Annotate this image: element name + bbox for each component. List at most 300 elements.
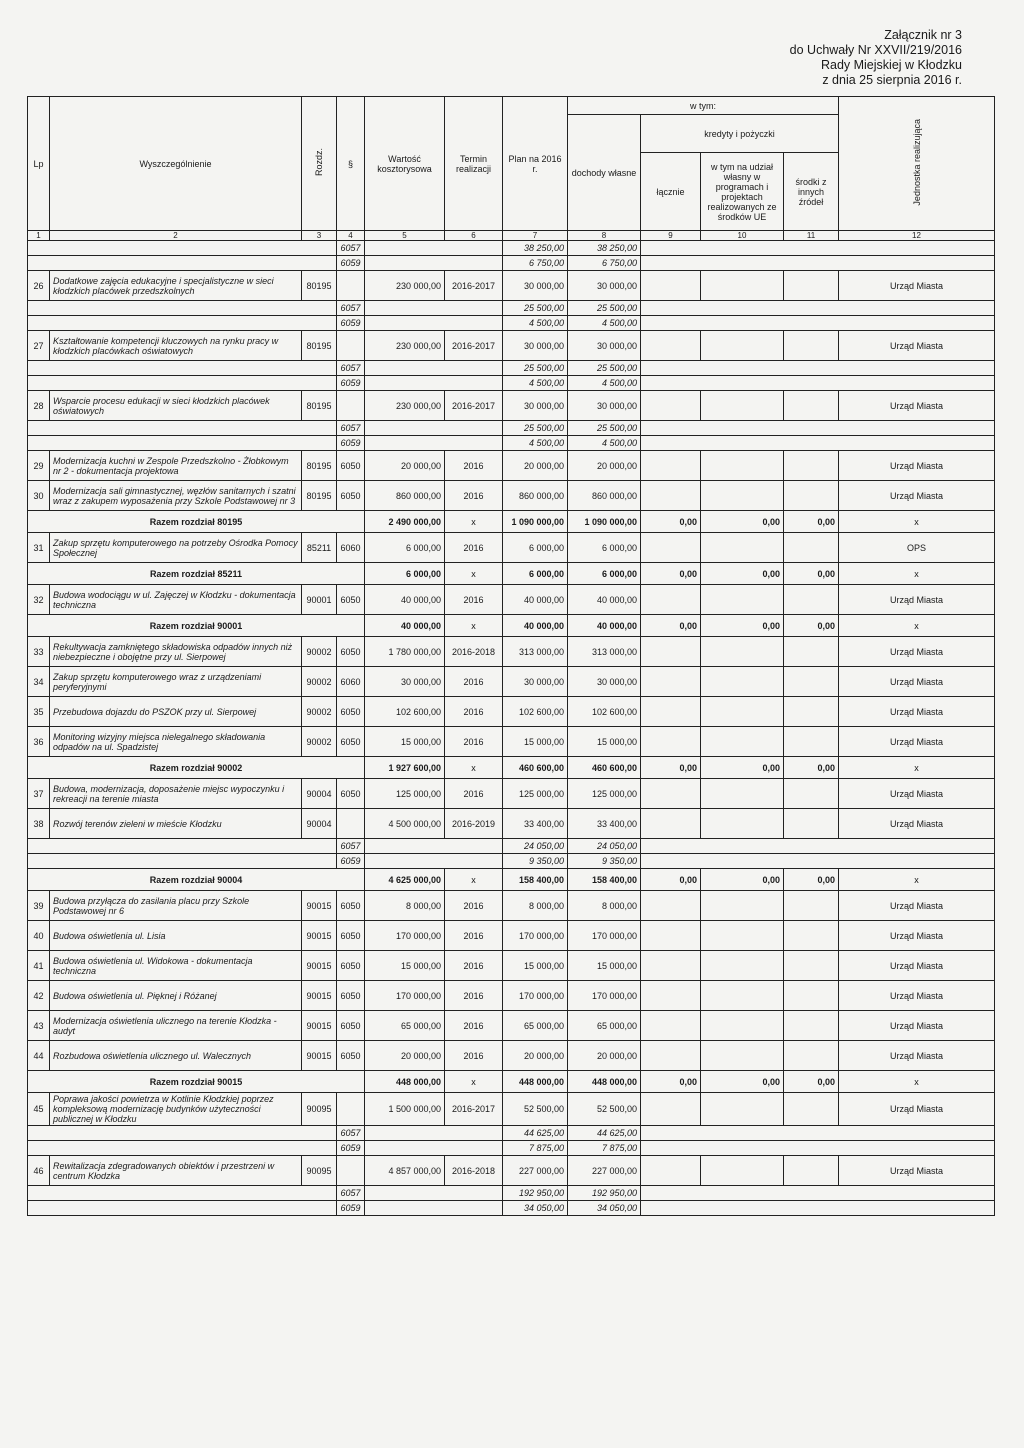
cell-udzial [701,637,784,667]
cell-lacznie [641,331,701,361]
cell-rozdz: 80195 [302,331,337,361]
cell-lp: 38 [28,809,50,839]
table-body [28,241,995,1216]
cell-lp: 30 [28,481,50,511]
table-subrow [28,376,995,391]
cell-lacznie [641,697,701,727]
cell-lp: 40 [28,921,50,951]
cell-rozdz: 90004 [302,809,337,839]
cell-lp: 27 [28,331,50,361]
cell-srodki [784,637,839,667]
index-row: 1 2 3 4 5 6 7 8 9 10 11 12 [28,231,995,241]
cell-empty [641,241,995,256]
cell-empty [28,854,337,869]
table-row [28,1093,995,1126]
cell-desc: Dodatkowe zajęcia edukacyjne i specjalistyczne w sieci kłodzkich placówek przedszkolnych [50,271,302,301]
table-subrow [28,421,995,436]
cell-plan: 15 000,00 [503,951,568,981]
cell-lacznie [641,891,701,921]
cell-lp: 45 [28,1093,50,1126]
cell-udzial: 0,00 [701,869,784,891]
cell-unit: Urząd Miasta [839,981,995,1011]
cell-plan: 125 000,00 [503,779,568,809]
cell-dochody: 313 000,00 [568,637,641,667]
cell-dochody: 33 400,00 [568,809,641,839]
col-lacznie: łącznie [641,153,701,231]
cell-empty [365,1141,503,1156]
cell-term: 2016 [445,1011,503,1041]
col-srodki: środki z innych źródeł [784,153,839,231]
cell-par: 6057 [337,1126,365,1141]
cell-rozdz: 85211 [302,533,337,563]
cell-rozdz: 90015 [302,1011,337,1041]
table-row [28,779,995,809]
cell-udzial [701,1156,784,1186]
cell-udzial [701,951,784,981]
table-row [28,981,995,1011]
investment-table [27,96,995,1216]
cell-lacznie [641,1093,701,1126]
cell-unit: Urząd Miasta [839,667,995,697]
cell-par: 6050 [337,1011,365,1041]
cell-plan: 4 500,00 [503,376,568,391]
cell-value: 230 000,00 [365,331,445,361]
cell-unit: Urząd Miasta [839,1156,995,1186]
cell-lp: 39 [28,891,50,921]
cell-rozdz: 90002 [302,637,337,667]
cell-term: x [445,1071,503,1093]
cell-value: 4 500 000,00 [365,809,445,839]
cell-udzial [701,727,784,757]
cell-lp: 41 [28,951,50,981]
cell-term: 2016 [445,481,503,511]
cell-value: 230 000,00 [365,271,445,301]
cell-rozdz: 80195 [302,451,337,481]
cell-lacznie [641,585,701,615]
cell-value: 230 000,00 [365,391,445,421]
cell-rozdz: 90002 [302,727,337,757]
cell-empty [365,301,503,316]
table-row [28,585,995,615]
cell-empty [641,316,995,331]
cell-srodki [784,451,839,481]
cell-value: 1 500 000,00 [365,1093,445,1126]
cell-term: 2016-2017 [445,331,503,361]
cell-desc: Przebudowa dojazdu do PSZOK przy ul. Sierpowej [50,697,302,727]
cell-empty [365,839,503,854]
cell-unit: Urząd Miasta [839,779,995,809]
cell-unit: Urząd Miasta [839,951,995,981]
cell-udzial [701,271,784,301]
cell-unit: Urząd Miasta [839,1011,995,1041]
council-name: Rady Miejskiej w Kłodzku [820,58,962,72]
cell-dochody: 25 500,00 [568,301,641,316]
cell-srodki [784,809,839,839]
cell-par [337,809,365,839]
cell-plan: 65 000,00 [503,1011,568,1041]
cell-unit: Urząd Miasta [839,891,995,921]
cell-par: 6059 [337,316,365,331]
cell-value: 170 000,00 [365,981,445,1011]
cell-term: 2016-2018 [445,637,503,667]
cell-dochody: 460 600,00 [568,757,641,779]
resolution-date: z dnia 25 sierpnia 2016 r. [822,73,962,87]
cell-plan: 227 000,00 [503,1156,568,1186]
cell-desc: Modernizacja sali gimnastycznej, węzłów sanitarnych i szatni wraz z zakupem wyposażenia przy Szkole Podstawowej nr 3 [50,481,302,511]
cell-dochody: 20 000,00 [568,1041,641,1071]
cell-srodki [784,481,839,511]
cell-plan: 448 000,00 [503,1071,568,1093]
cell-unit: Urząd Miasta [839,727,995,757]
cell-rozdz: 80195 [302,271,337,301]
cell-par: 6050 [337,481,365,511]
cell-udzial [701,451,784,481]
cell-lp: 42 [28,981,50,1011]
cell-dochody: 25 500,00 [568,421,641,436]
cell-empty [365,256,503,271]
cell-lp: 43 [28,1011,50,1041]
table-subrow [28,1126,995,1141]
cell-unit: Urząd Miasta [839,481,995,511]
cell-srodki [784,951,839,981]
table-row [28,331,995,361]
cell-empty [365,854,503,869]
cell-desc: Budowa przyłącza do zasilania placu przy Szkole Podstawowej nr 6 [50,891,302,921]
cell-value: 170 000,00 [365,921,445,951]
cell-lp: 31 [28,533,50,563]
cell-rozdz: 80195 [302,391,337,421]
cell-value: 15 000,00 [365,951,445,981]
cell-lacznie [641,981,701,1011]
cell-unit: x [839,563,995,585]
cell-value: 8 000,00 [365,891,445,921]
cell-lp: 32 [28,585,50,615]
cell-desc: Wsparcie procesu edukacji w sieci kłodzkich placówek oświatowych [50,391,302,421]
cell-empty [28,316,337,331]
cell-par: 6059 [337,1201,365,1216]
cell-srodki [784,585,839,615]
cell-udzial [701,1041,784,1071]
cell-rozdz: 90015 [302,891,337,921]
cell-lp: 33 [28,637,50,667]
cell-udzial: 0,00 [701,615,784,637]
cell-term: 2016 [445,891,503,921]
cell-plan: 25 500,00 [503,421,568,436]
cell-plan: 4 500,00 [503,316,568,331]
cell-dochody: 448 000,00 [568,1071,641,1093]
cell-lacznie: 0,00 [641,615,701,637]
cell-unit: Urząd Miasta [839,391,995,421]
cell-dochody: 25 500,00 [568,361,641,376]
cell-term: 2016-2017 [445,391,503,421]
cell-unit: x [839,615,995,637]
cell-value: 102 600,00 [365,697,445,727]
cell-plan: 4 500,00 [503,436,568,451]
cell-srodki: 0,00 [784,615,839,637]
cell-sum-label: Razem rozdział 90001 [28,615,365,637]
cell-plan: 192 950,00 [503,1186,568,1201]
cell-lacznie: 0,00 [641,563,701,585]
cell-term: 2016 [445,533,503,563]
cell-unit: Urząd Miasta [839,697,995,727]
cell-dochody: 227 000,00 [568,1156,641,1186]
cell-term: 2016 [445,981,503,1011]
cell-dochody: 6 000,00 [568,563,641,585]
cell-dochody: 8 000,00 [568,891,641,921]
cell-empty [641,1141,995,1156]
cell-rozdz: 90015 [302,981,337,1011]
table-subrow [28,256,995,271]
cell-dochody: 30 000,00 [568,391,641,421]
table-header [28,97,995,241]
cell-udzial: 0,00 [701,1071,784,1093]
cell-desc: Budowa oświetlenia ul. Widokowa - dokumentacja techniczna [50,951,302,981]
cell-par: 6050 [337,891,365,921]
cell-plan: 170 000,00 [503,981,568,1011]
cell-empty [641,376,995,391]
cell-term: x [445,869,503,891]
cell-dochody: 1 090 000,00 [568,511,641,533]
cell-lacznie [641,533,701,563]
cell-par: 6057 [337,241,365,256]
cell-par: 6057 [337,1186,365,1201]
attachment-header [790,28,962,88]
cell-par: 6059 [337,256,365,271]
cell-srodki: 0,00 [784,1071,839,1093]
cell-lacznie [641,779,701,809]
cell-srodki: 0,00 [784,757,839,779]
cell-dochody: 9 350,00 [568,854,641,869]
cell-unit: Urząd Miasta [839,1041,995,1071]
cell-par [337,391,365,421]
cell-udzial [701,1093,784,1126]
col-unit: Jednostka realizująca [839,97,995,231]
cell-value: 30 000,00 [365,667,445,697]
cell-plan: 860 000,00 [503,481,568,511]
table-subrow [28,839,995,854]
cell-plan: 44 625,00 [503,1126,568,1141]
cell-plan: 1 090 000,00 [503,511,568,533]
cell-empty [365,1201,503,1216]
cell-lp: 36 [28,727,50,757]
table-sum-row [28,1071,995,1093]
cell-value: 125 000,00 [365,779,445,809]
cell-value: 40 000,00 [365,585,445,615]
table-row [28,1011,995,1041]
cell-plan: 313 000,00 [503,637,568,667]
cell-plan: 30 000,00 [503,391,568,421]
attachment-number: Załącznik nr 3 [884,28,962,42]
cell-plan: 34 050,00 [503,1201,568,1216]
cell-par: 6050 [337,727,365,757]
cell-udzial [701,891,784,921]
cell-plan: 6 000,00 [503,533,568,563]
cell-empty [641,1186,995,1201]
cell-unit: Urząd Miasta [839,1093,995,1126]
cell-empty [28,301,337,316]
cell-plan: 170 000,00 [503,921,568,951]
cell-par: 6050 [337,451,365,481]
col-wtym: w tym: [568,97,839,115]
cell-plan: 8 000,00 [503,891,568,921]
cell-unit: x [839,1071,995,1093]
cell-lacznie [641,921,701,951]
cell-par: 6050 [337,951,365,981]
table-row [28,533,995,563]
cell-value: 860 000,00 [365,481,445,511]
cell-desc: Budowa, modernizacja, doposażenie miejsc wypoczynku i rekreacji na terenie miasta [50,779,302,809]
cell-par: 6060 [337,533,365,563]
table-subrow [28,361,995,376]
cell-empty [28,421,337,436]
cell-dochody: 860 000,00 [568,481,641,511]
cell-term: 2016 [445,451,503,481]
cell-plan: 25 500,00 [503,361,568,376]
cell-lp: 26 [28,271,50,301]
cell-empty [365,1126,503,1141]
cell-lacznie [641,451,701,481]
col-plan: Plan na 2016 r. [503,97,568,231]
cell-rozdz: 90002 [302,697,337,727]
cell-udzial [701,809,784,839]
cell-empty [641,854,995,869]
cell-udzial [701,697,784,727]
cell-empty [28,436,337,451]
cell-unit: x [839,869,995,891]
cell-plan: 52 500,00 [503,1093,568,1126]
cell-desc: Zakup sprzętu komputerowego na potrzeby Ośrodka Pomocy Społecznej [50,533,302,563]
cell-plan: 6 000,00 [503,563,568,585]
cell-term: 2016 [445,697,503,727]
cell-plan: 7 875,00 [503,1141,568,1156]
cell-empty [28,241,337,256]
cell-udzial [701,481,784,511]
cell-empty [28,1186,337,1201]
cell-empty [28,1126,337,1141]
cell-lp: 44 [28,1041,50,1071]
cell-empty [641,301,995,316]
cell-empty [28,1201,337,1216]
cell-plan: 6 750,00 [503,256,568,271]
cell-plan: 20 000,00 [503,451,568,481]
cell-term: 2016 [445,585,503,615]
cell-value: 20 000,00 [365,1041,445,1071]
cell-dochody: 40 000,00 [568,615,641,637]
cell-unit: Urząd Miasta [839,331,995,361]
cell-dochody: 6 000,00 [568,533,641,563]
cell-par: 6057 [337,361,365,376]
table-sum-row [28,511,995,533]
table-subrow [28,436,995,451]
cell-par: 6059 [337,1141,365,1156]
cell-term: 2016 [445,667,503,697]
cell-srodki: 0,00 [784,563,839,585]
cell-desc: Modernizacja kuchni w Zespole Przedszkolno - Żłobkowym nr 2 - dokumentacja projektowa [50,451,302,481]
table-row [28,727,995,757]
cell-value: 65 000,00 [365,1011,445,1041]
cell-udzial [701,921,784,951]
cell-desc: Modernizacja oświetlenia ulicznego na terenie Kłodzka - audyt [50,1011,302,1041]
cell-lacznie [641,271,701,301]
table-row [28,891,995,921]
cell-unit: Urząd Miasta [839,585,995,615]
cell-desc: Budowa oświetlenia ul. Lisia [50,921,302,951]
cell-term: x [445,563,503,585]
cell-term: x [445,757,503,779]
cell-srodki [784,1041,839,1071]
table-row [28,921,995,951]
cell-term: 2016 [445,779,503,809]
cell-unit: Urząd Miasta [839,451,995,481]
cell-value: 4 857 000,00 [365,1156,445,1186]
cell-udzial [701,779,784,809]
cell-rozdz: 90095 [302,1156,337,1186]
cell-par: 6050 [337,921,365,951]
cell-lp: 35 [28,697,50,727]
cell-par: 6059 [337,854,365,869]
cell-dochody: 170 000,00 [568,921,641,951]
cell-lacznie: 0,00 [641,869,701,891]
table-sum-row [28,563,995,585]
col-udzial: w tym na udział własny w programach i projektach realizowanych ze środków UE [701,153,784,231]
table-row [28,667,995,697]
col-par: § [337,97,365,231]
cell-lacznie: 0,00 [641,1071,701,1093]
cell-par: 6060 [337,667,365,697]
cell-empty [365,1186,503,1201]
cell-dochody: 125 000,00 [568,779,641,809]
cell-term: 2016-2017 [445,271,503,301]
cell-dochody: 7 875,00 [568,1141,641,1156]
col-value: Wartość kosztorysowa [365,97,445,231]
cell-srodki [784,331,839,361]
table-row [28,481,995,511]
cell-lacznie [641,667,701,697]
cell-unit: Urząd Miasta [839,921,995,951]
table-row [28,951,995,981]
cell-desc: Zakup sprzętu komputerowego wraz z urządzeniami peryferyjnymi [50,667,302,697]
cell-plan: 25 500,00 [503,301,568,316]
cell-rozdz: 90002 [302,667,337,697]
cell-lacznie [641,1156,701,1186]
table-subrow [28,1141,995,1156]
col-rozdz: Rozdz. [302,97,337,231]
cell-srodki [784,697,839,727]
cell-empty [641,421,995,436]
cell-dochody: 15 000,00 [568,727,641,757]
cell-empty [28,256,337,271]
cell-par [337,1093,365,1126]
cell-value: 6 000,00 [365,563,445,585]
cell-plan: 30 000,00 [503,667,568,697]
col-term: Termin realizacji [445,97,503,231]
cell-par: 6050 [337,981,365,1011]
cell-empty [365,376,503,391]
cell-sum-label: Razem rozdział 85211 [28,563,365,585]
cell-empty [641,436,995,451]
cell-desc: Kształtowanie kompetencji kluczowych na rynku pracy w kłodzkich placówkach oświatowych [50,331,302,361]
cell-desc: Poprawa jakości powietrza w Kotlinie Kłodzkiej poprzez kompleksową modernizację budynków użyteczności publicznej w Kłodzku [50,1093,302,1126]
cell-par: 6059 [337,436,365,451]
table-subrow [28,1201,995,1216]
cell-rozdz: 90004 [302,779,337,809]
cell-plan: 9 350,00 [503,854,568,869]
cell-sum-label: Razem rozdział 90004 [28,869,365,891]
cell-plan: 30 000,00 [503,271,568,301]
cell-value: 4 625 000,00 [365,869,445,891]
cell-srodki [784,981,839,1011]
cell-dochody: 170 000,00 [568,981,641,1011]
